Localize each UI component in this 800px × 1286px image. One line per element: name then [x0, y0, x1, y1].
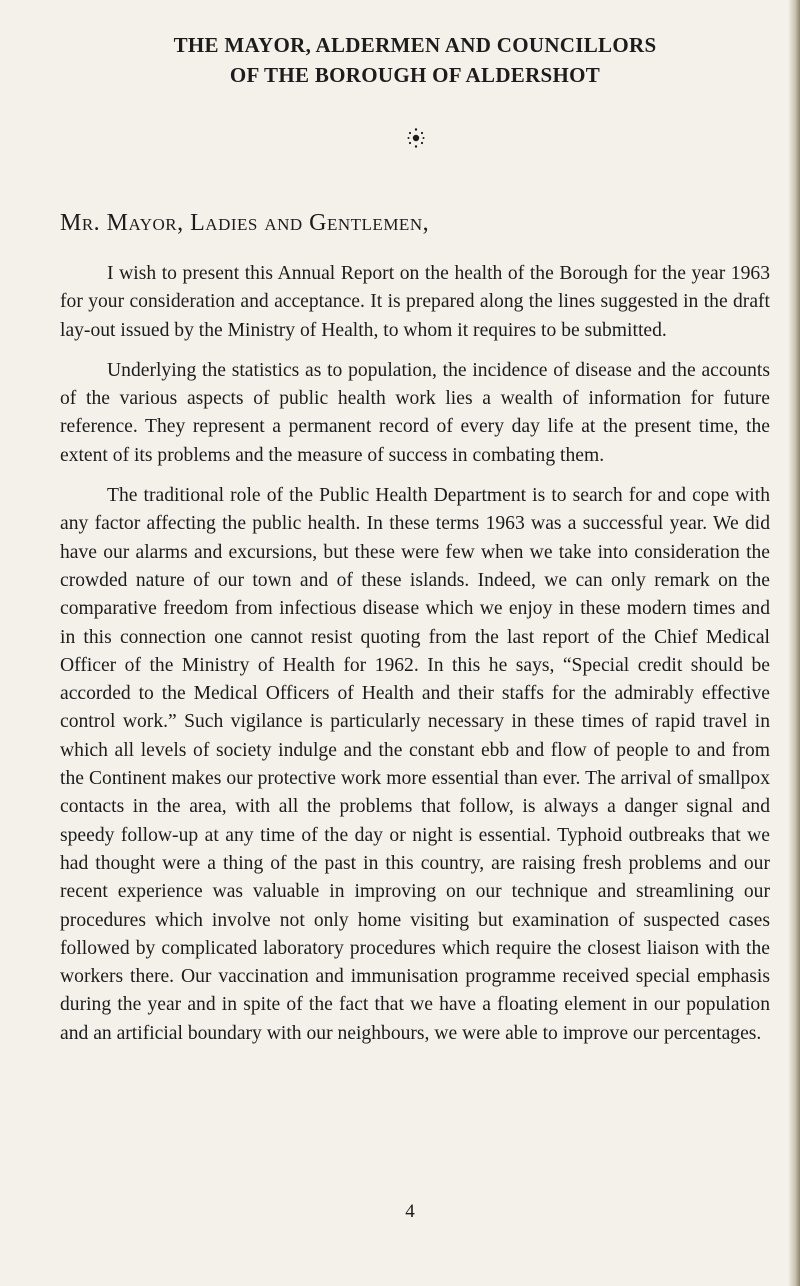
ornament-icon	[407, 127, 425, 149]
paragraph-1: I wish to present this Annual Report on the health of the Borough for the year 1963 for your consideration and acceptance. It is prepared along the lines suggested in the draft lay-out issued by the Ministry of Health, to whom it requires to be submitted.	[60, 263, 770, 341]
page-number: 4	[405, 1201, 415, 1222]
paragraph-3: The traditional role of the Public Health Department is to search for and cope with any factor affecting the public health. In these terms 1963 was a successful year. We did have our alarms and excursions, but these were few when we take into consideration the crowded nature of our town and of these islands. Indeed, we can only remark on the comparative freedom from infectious disease which we enjoy in these modern times and in this connection one cannot resist quoting from the last report of the Chief Medical Officer of the Ministry of Health for 1962. In this he says, “Special credit should be accorded to the Medical Officers of Health and their staffs for the admirably effective control work.” Such vigilance is particularly necessary in these times of rapid travel in which all levels of society indulge and the constant ebb and flow of people to and from the Continent makes our protective work more essential than ever. The arrival of smallpox contacts in the area, with all the problems that follow, is always a danger signal and speedy follow-up at any time of the day or night is essential. Typhoid outbreaks that we had thought were a thing of the past in this country, are raising fresh problems and our recent experience was valuable in improving on our technique and streamlining our procedures which involve not only home visiting but examination of suspected cases followed by complicated laboratory procedures which require the closest liaison with the workers there. Our vaccination and immunisation programme received special emphasis during the year and in spite of the fact that we have a floating element in our population and an artificial boundary with our neighbours, we were able to improve our percentages.	[60, 485, 770, 1044]
report-body	[60, 260, 770, 1060]
document-title-line2: OF THE BOROUGH OF ALDERSHOT	[229, 63, 601, 87]
document-title-line1: THE MAYOR, ALDERMEN AND COUNCILLORS	[173, 33, 657, 57]
page-edge-shadow	[788, 0, 800, 1286]
salutation: Mr. Mayor, Ladies and Gentlemen,	[60, 210, 430, 236]
paragraph-2: Underlying the statistics as to population, the incidence of disease and the accounts of the various aspects of public health work lies a wealth of information for future reference. They represent a permanent record of every day life at the present time, the extent of its problems and the measure of success in combating them.	[60, 359, 770, 466]
